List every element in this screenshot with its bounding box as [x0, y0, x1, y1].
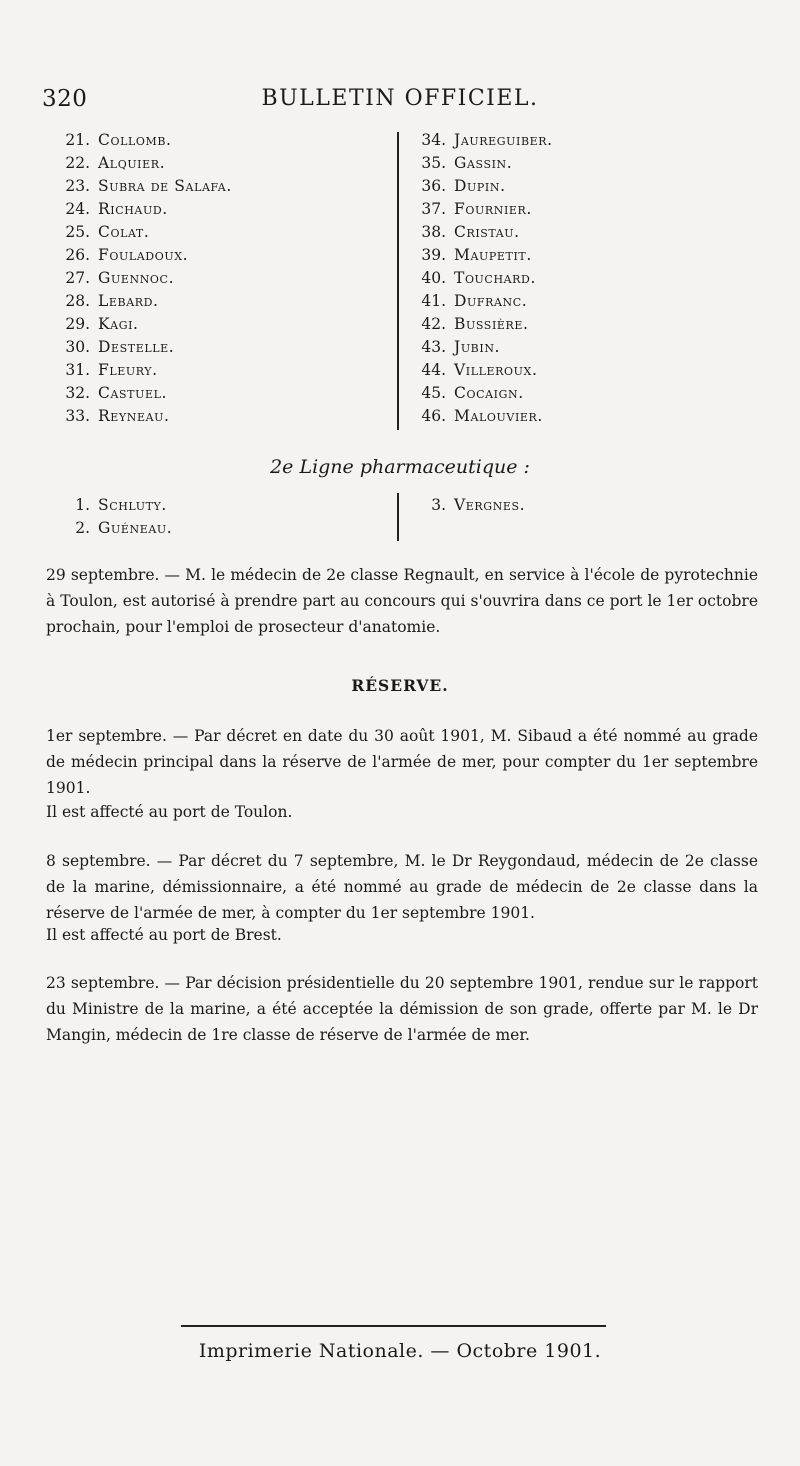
- list-item: 39. Maupetit.: [421, 246, 532, 264]
- list-item: 29. Kagi.: [65, 315, 139, 333]
- paragraph-regnault: 29 septembre. — M. le médecin de 2e classe Regnault, en service à l'école de pyrotechnie à Toulon, est autorisé à prendre part au concours qui s'ouvrira dans ce port le 1er octobre prochain, pour l'emploi de prosecteur d'anatomie.: [46, 566, 758, 636]
- paragraph-mangin: 23 septembre. — Par décision présidentielle du 20 septembre 1901, rendue sur le rapport du Ministre de la marine, a été acceptée la démission de son grade, offerte par M. le Dr Mangin, médecin de 1re classe de réserve de l'armée de mer.: [46, 974, 758, 1044]
- list-item: 21. Collomb.: [65, 131, 172, 149]
- list-item: 40. Touchard.: [421, 269, 537, 287]
- list-item: 45. Cocaign.: [421, 384, 524, 402]
- list-item: 33. Reyneau.: [65, 407, 170, 425]
- list-item: 46. Malouvier.: [421, 407, 543, 425]
- list-item: 27. Guennoc.: [65, 269, 175, 287]
- list-item: 1. Schluty.: [75, 496, 167, 514]
- list-item: 26. Fouladoux.: [65, 246, 189, 264]
- pharma-list-left: [56, 494, 172, 540]
- column-divider: [397, 132, 399, 430]
- list-item: 22. Alquier.: [65, 154, 166, 172]
- list-item: 3. Vergnes.: [431, 496, 526, 514]
- list-item: 36. Dupin.: [421, 177, 506, 195]
- list-item: 42. Bussière.: [421, 315, 529, 333]
- page-header: [42, 86, 758, 116]
- column-divider: [397, 493, 399, 541]
- paragraph-reygondaud: 8 septembre. — Par décret du 7 septembre, M. le Dr Reygondaud, médecin de 2e classe de la marine, démissionnaire, a été nommé au grade de médecin de 2e classe dans la réserve de l'armée de mer, à compter du 1er septembre 1901.: [46, 852, 758, 922]
- list-item: 25. Colat.: [65, 223, 150, 241]
- list-item: 44. Villeroux.: [421, 361, 538, 379]
- list-item: 37. Fournier.: [421, 200, 532, 218]
- footer-rule: [181, 1325, 606, 1327]
- list-item: 2. Guéneau.: [75, 519, 173, 537]
- running-title: BULLETIN OFFICIEL.: [261, 86, 539, 111]
- section-title-reserve: RÉSERVE.: [351, 676, 449, 695]
- list-item: 41. Dufranc.: [421, 292, 528, 310]
- list-item: 38. Cristau.: [421, 223, 520, 241]
- name-list-left: [56, 129, 232, 428]
- name-list-right: [412, 129, 553, 428]
- list-item: 34. Jaureguiber.: [421, 131, 553, 149]
- list-item: 24. Richaud.: [65, 200, 168, 218]
- page-number: 320: [42, 86, 88, 112]
- list-item: 30. Destelle.: [65, 338, 175, 356]
- list-item: 35. Gassin.: [421, 154, 513, 172]
- paragraph-sibaud: 1er septembre. — Par décret en date du 30 août 1901, M. Sibaud a été nommé au grade de médecin principal dans la réserve de l'armée de mer, pour compter du 1er septembre 1901.: [46, 727, 758, 797]
- list-item: 23. Subra de Salafa.: [65, 177, 232, 195]
- paragraph-reygondaud-affectation: Il est affecté au port de Brest.: [46, 926, 282, 944]
- subheading-pharmaceutique: 2e Ligne pharmaceutique :: [270, 456, 530, 478]
- list-item: 28. Lebard.: [65, 292, 159, 310]
- list-item: 32. Castuel.: [65, 384, 168, 402]
- printer-footer: Imprimerie Nationale. — Octobre 1901.: [198, 1340, 602, 1362]
- list-item: 43. Jubin.: [421, 338, 501, 356]
- list-item: 31. Fleury.: [65, 361, 158, 379]
- paragraph-sibaud-affectation: Il est affecté au port de Toulon.: [46, 803, 293, 821]
- pharma-list-right: [412, 494, 525, 517]
